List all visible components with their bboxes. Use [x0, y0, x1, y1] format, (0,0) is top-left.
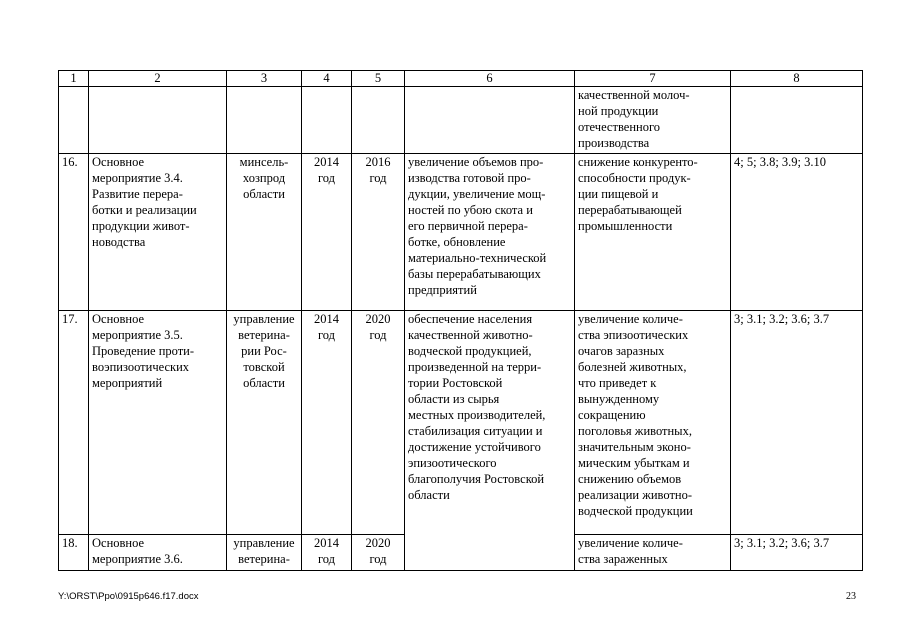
row-indicators: 3; 3.1; 3.2; 3.6; 3.7	[731, 311, 863, 535]
footer-file-path: Y:\ORST\Ppo\0915p646.f17.docx	[58, 591, 199, 602]
row-consequence: снижение конкуренто- способности продук- ции пищевой и перерабатывающей промышленности	[575, 154, 731, 311]
row-start-year: 2014 год	[302, 535, 352, 571]
col-header-5: 5	[352, 71, 405, 87]
col-header-7: 7	[575, 71, 731, 87]
row-number: 18.	[59, 535, 89, 571]
row-end-year: 2020 год	[352, 535, 405, 571]
col-header-1: 1	[59, 71, 89, 87]
row-result: увеличение объемов про- изводства готовой про- дукции, увеличение мощ- ностей по убою скота и его первичной перера- ботке, обновление материально-технической базы перерабатывающих предприятий	[405, 154, 575, 311]
col-header-4: 4	[302, 71, 352, 87]
row-event: Основное мероприятие 3.4. Развитие перера- ботки и реализации продукции живот- новодства	[89, 154, 227, 311]
row-start-year: 2014 год	[302, 154, 352, 311]
row-end-year: 2016 год	[352, 154, 405, 311]
header-row	[59, 71, 863, 87]
row-event: Основное мероприятие 3.6.	[89, 535, 227, 571]
continuation-consequence: качественной молоч- ной продукции отечественного производства	[575, 87, 731, 154]
row-consequence: увеличение количе- ства зараженных	[575, 535, 731, 571]
table-row-17	[59, 311, 863, 535]
row-executor: управление ветерина-	[227, 535, 302, 571]
table-row-16	[59, 154, 863, 311]
row-event: Основное мероприятие 3.5. Проведение проти- воэпизоотических мероприятий	[89, 311, 227, 535]
row-consequence: увеличение количе- ства эпизоотических очагов заразных болезней животных, что приведет к вынужденному сокращению поголовья животных, значительным эконо- мическим убыткам и снижению объемов реализации животно- водческой продукции	[575, 311, 731, 535]
col-header-2: 2	[89, 71, 227, 87]
row-indicators: 3; 3.1; 3.2; 3.6; 3.7	[731, 535, 863, 571]
col-header-6: 6	[405, 71, 575, 87]
row-number: 16.	[59, 154, 89, 311]
row-executor: управление ветерина- рии Рос- товской области	[227, 311, 302, 535]
col-header-3: 3	[227, 71, 302, 87]
row-executor: минсель- хозпрод области	[227, 154, 302, 311]
col-header-8: 8	[731, 71, 863, 87]
row-start-year: 2014 год	[302, 311, 352, 535]
footer-page-number: 23	[846, 591, 856, 602]
row-end-year: 2020 год	[352, 311, 405, 535]
table-row-continuation	[59, 87, 863, 154]
row-number: 17.	[59, 311, 89, 535]
row-result: обеспечение населения качественной животно- водческой продукцией, произведенной на терри- тории Ростовской области из сырья местных производителей, стабилизация ситуации и достижение устойчивого эпизоотического благополучия Ростовской области	[405, 311, 575, 571]
events-table	[58, 70, 863, 571]
row-indicators: 4; 5; 3.8; 3.9; 3.10	[731, 154, 863, 311]
